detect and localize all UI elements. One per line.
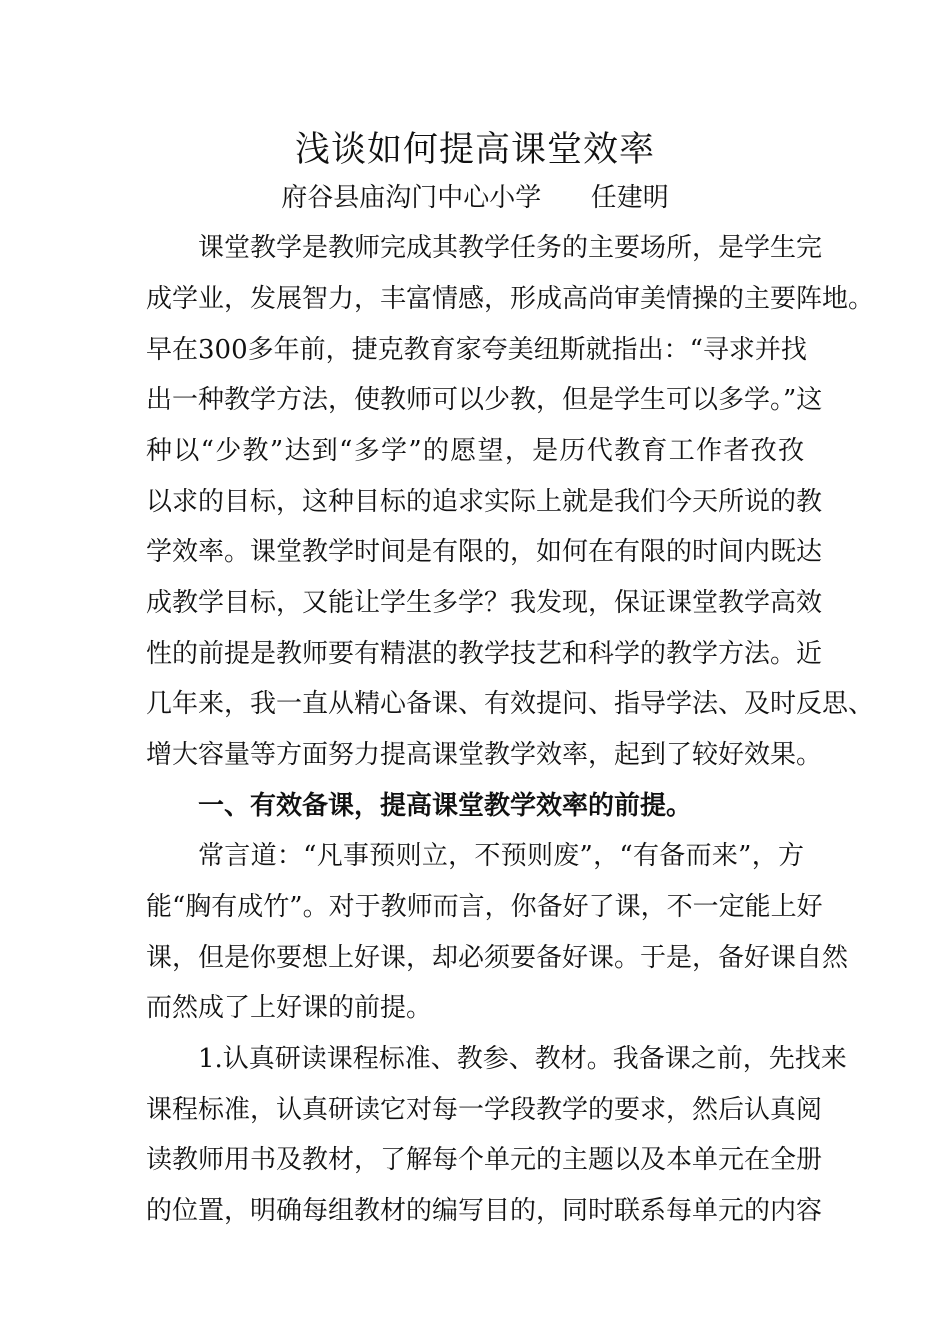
paragraph-line: 能“胸有成竹”。对于教师而言，你备好了课，不一定能上好 [146, 892, 823, 922]
paragraph-line: 以求的目标，这种目标的追求实际上就是我们今天所说的教 [146, 487, 823, 517]
paragraph-line: 性的前提是教师要有精湛的教学技艺和科学的教学方法。近 [146, 639, 823, 669]
paragraph-line: 成学业，发展智力，丰富情感，形成高尚审美情操的主要阵地。 [146, 284, 875, 314]
paragraph-line: 成教学目标，又能让学生多学？我发现，保证课堂教学高效 [146, 588, 823, 618]
paragraph-line: 学效率。课堂教学时间是有限的，如何在有限的时间内既达 [146, 537, 823, 567]
paragraph-line: 早在300多年前，捷克教育家夸美纽斯就指出：“寻求并找 [146, 335, 807, 365]
document-title: 浅谈如何提高课堂效率 [294, 130, 655, 170]
paragraph-line: 读教师用书及教材，了解每个单元的主题以及本单元在全册 [146, 1145, 823, 1175]
paragraph-line: 的位置，明确每组教材的编写目的，同时联系每单元的内容 [146, 1196, 823, 1226]
paragraph-line: 出一种教学方法，使教师可以少教，但是学生可以多学。”这 [146, 385, 823, 415]
paragraph-line: 课，但是你要想上好课，却必须要备好课。于是，备好课自然 [146, 943, 849, 973]
paragraph-line: 常言道：“凡事预则立，不预则废”，“有备而来”，方 [198, 841, 804, 871]
paragraph-line: 而然成了上好课的前提。 [146, 993, 433, 1023]
author-line: 府谷县庙沟门中心小学 任建明 [281, 183, 669, 213]
paragraph-line: 课程标准，认真研读它对每一学段教学的要求，然后认真阅 [146, 1095, 823, 1125]
paragraph-line: 增大容量等方面努力提高课堂教学效率，起到了较好效果。 [146, 740, 823, 770]
section-heading: 一、有效备课，提高课堂教学效率的前提。 [198, 791, 693, 821]
paragraph-line: 课堂教学是教师完成其教学任务的主要场所，是学生完 [198, 233, 823, 263]
paragraph-line: 种以“少教”达到“多学”的愿望，是历代教育工作者孜孜 [146, 436, 804, 466]
paragraph-line: 几年来，我一直从精心备课、有效提问、指导学法、及时反思、 [146, 689, 875, 719]
paragraph-line: 1.认真研读课程标准、教参、教材。我备课之前，先找来 [198, 1044, 847, 1074]
